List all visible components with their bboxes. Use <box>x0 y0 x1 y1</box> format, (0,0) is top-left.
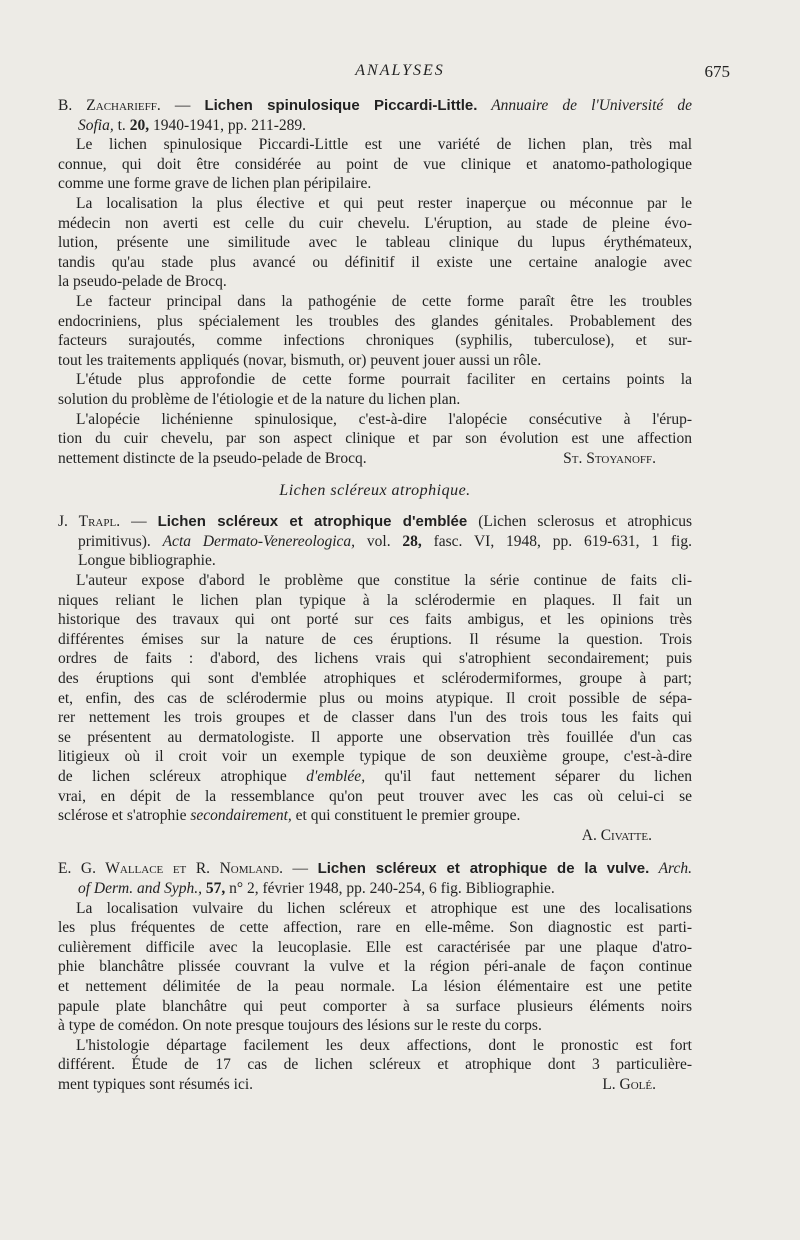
paragraph <box>58 899 692 1036</box>
review-zacharieff <box>58 96 692 468</box>
text-line: les plus fréquentes de cette affection, rare en elle-même. Son diagnostic est parti- <box>58 919 692 937</box>
journal: Arch. <box>649 860 693 878</box>
author: B. Zacharieff. <box>58 97 161 114</box>
text-line: et nettement délimitée de la peau normale. La lésion élémentaire est une petite <box>58 977 692 995</box>
journal-cont: of Derm. and Syph., <box>78 879 202 897</box>
ref-original-title-cont: primitivus). <box>78 532 163 550</box>
reviewer-signature: A. Civatte. <box>581 826 652 844</box>
dash: — <box>282 860 318 878</box>
page-content <box>58 96 692 1095</box>
article-heading <box>58 512 692 532</box>
emphasis: d'emblée, <box>306 768 366 785</box>
ref-volume: 20, <box>129 116 150 134</box>
ref-original-title: (Lichen sclerosus et atrophicus <box>467 513 692 531</box>
text-line: La localisation vulvaire du lichen scléreux et atrophique est une des localisations <box>76 899 692 917</box>
text-line: culièrement difficile avec la leucoplasie. Elle est caractérisée par une plaque d'atro- <box>58 938 692 956</box>
spacer <box>58 845 692 859</box>
text-segment: de lichen scléreux atrophique <box>58 768 287 785</box>
text-line: la pseudo-pelade de Brocq. <box>58 273 227 291</box>
text-line: Le lichen spinulosique Piccardi-Little est une variété de lichen plan, très mal <box>76 136 692 154</box>
reviewer-signature: St. Stoyanoff. <box>563 449 656 467</box>
text-line: nettement distincte de la pseudo-pelade de Brocq. <box>58 449 367 467</box>
text-line: lution, présente une similitude avec le tableau clinique du lupus érythémateux, <box>58 234 692 252</box>
review-trapl <box>58 512 692 845</box>
paragraph <box>58 194 692 292</box>
ref-rest: n° 2, février 1948, pp. 240-254, 6 fig. Bibliographie. <box>225 879 555 897</box>
journal-cont: Sofia, <box>78 116 114 134</box>
text-line: phie blanchâtre plissée couvrant la vulve et la région péri-anale de façon continue <box>58 958 692 976</box>
text-line: tandis qu'au stade plus avancé ou définitif il existe une certaine analogie avec <box>58 253 692 271</box>
author: E. G. Wallace et R. Nomland. <box>58 860 283 878</box>
text-segment: qu'il faut nettement séparer du lichen <box>365 768 693 785</box>
reference-line <box>58 532 692 552</box>
reviewer-signature: L. Golé. <box>602 1075 656 1093</box>
text-line: connue, qui doit être considérée au point de vue clinique et anatomo-pathologique <box>58 155 692 173</box>
paragraph <box>58 1036 692 1095</box>
ref-volume: 57, <box>202 879 226 897</box>
text-line: endocriniens, plus spécialement les troubles des glandes génitales. Probablement des <box>58 312 692 330</box>
text-line-with-signature <box>58 449 692 469</box>
text-line: papule plate blanchâtre qui peut comporter à sa surface plusieurs éléments noirs <box>58 997 692 1015</box>
journal: Acta Dermato-Venereologica, <box>162 532 356 550</box>
ref-rest: 1940-1941, pp. 211-289. <box>149 116 307 134</box>
text-line: facteurs surajoutés, comme infections chroniques (syphilis, tuberculose), et sur- <box>58 332 692 350</box>
text-line: Le facteur principal dans la pathogénie de cette forme paraît être les troubles <box>76 292 692 310</box>
article-heading <box>58 859 692 879</box>
page-header <box>60 62 740 86</box>
reviewer-signature-line <box>58 826 692 846</box>
ref-vol-label: vol. <box>355 532 403 550</box>
ref-rest: fasc. VI, 1948, pp. 619-631, 1 fig. <box>421 532 692 550</box>
dash: — <box>120 513 158 531</box>
text-line: différentes émises sur la nature de ces éruptions. Il résume la question. Trois <box>58 630 692 648</box>
text-line: vrai, en dépit de la ressemblance qu'on peut trouver avec les cas où celui-ci se <box>58 787 692 805</box>
text-line-with-signature <box>58 1075 692 1095</box>
text-line: se présentent au dermatologiste. Il apporte une observation très fouillée d'un cas <box>58 728 692 746</box>
article-title: Lichen spinulosique Piccardi-Little. <box>204 97 478 114</box>
author: J. Trapl. <box>58 513 121 531</box>
journal: Annuaire de l'Université de <box>477 97 692 114</box>
ref-volume: 28, <box>402 532 422 550</box>
paragraph <box>58 571 692 845</box>
text-line <box>58 767 692 787</box>
text-line: ordres de faits : d'abord, des lichens vrais qui s'atrophient secondairement; puis <box>58 650 692 668</box>
emphasis: secondairement, <box>190 807 292 825</box>
paragraph <box>58 410 692 469</box>
text-line: L'auteur expose d'abord le problème que constitue la série continue de faits cli- <box>76 572 692 590</box>
text-line: L'histologie départage facilement les deux affections, dont le pronostic est fort <box>76 1036 692 1054</box>
review-wallace-nomland <box>58 859 692 1094</box>
article-title: Lichen scléreux et atrophique d'emblée <box>157 513 468 531</box>
running-title: ANALYSES <box>355 62 445 79</box>
paragraph <box>58 292 692 370</box>
page-number: 675 <box>704 62 730 81</box>
reference-line <box>58 116 692 136</box>
text-line: tion du cuir chevelu, par son aspect clinique et par son évolution est une affection <box>58 430 692 448</box>
section-title: Lichen scléreux atrophique. <box>279 482 471 500</box>
text-line: La localisation la plus élective et qui peut rester inaperçue ou méconnue par le <box>76 194 692 212</box>
text-segment: et qui constituent le premier groupe. <box>291 807 521 825</box>
article-heading <box>58 96 692 116</box>
text-line: litigieux où il croit voir un exemple typique de son deuxième groupe, c'est-à-dire <box>58 748 692 766</box>
text-line: niques reliant le lichen plan typique à la sclérodermie en plaques. Il fait un <box>58 591 692 609</box>
text-line: comme une forme grave de lichen plan péripilaire. <box>58 175 372 193</box>
paragraph <box>58 135 692 194</box>
text-line: à type de comédon. On note presque toujours des lésions sur le reste du corps. <box>58 1017 542 1035</box>
text-line: L'alopécie lichénienne spinulosique, c'est-à-dire l'alopécie consécutive à l'érup- <box>76 410 692 428</box>
text-line: des éruptions qui sont d'emblée atrophiques et sclérodermiformes, groupe à part; <box>58 670 692 688</box>
text-line: et, enfin, des cas de sclérodermie plus ou moins atypique. Il croit possible de sépa- <box>58 689 692 707</box>
paragraph <box>58 370 692 409</box>
text-line: ment typiques sont résumés ici. <box>58 1075 254 1093</box>
text-line: rer nettement les trois groupes et de classer dans l'un des trois tous les faits qui <box>58 709 692 727</box>
text-segment: sclérose et s'atrophie <box>58 807 191 825</box>
text-line: L'étude plus approfondie de cette forme pourrait faciliter en certains points la <box>76 371 692 389</box>
text-line: tout les traitements appliqués (novar, bismuth, or) peuvent jouer aussi un rôle. <box>58 351 542 369</box>
text-line <box>58 806 692 826</box>
reference-line: Longue bibliographie. <box>78 552 216 570</box>
text-line: solution du problème de l'étiologie et de la nature du lichen plan. <box>58 390 461 408</box>
dash: — <box>160 97 205 114</box>
reference-line <box>58 879 692 899</box>
text-line: différent. Étude de 17 cas de lichen scléreux et atrophique dont 3 particulière- <box>58 1056 692 1074</box>
article-title: Lichen scléreux et atrophique de la vulve. <box>317 860 650 878</box>
ref-tome: t. <box>113 116 130 134</box>
text-line: médecin non averti est celle du cuir chevelu. L'éruption, au stade de pleine évo- <box>58 214 692 232</box>
text-line: historique des travaux qui ont porté sur ces faits ambigus, et les opinions très <box>58 611 692 629</box>
